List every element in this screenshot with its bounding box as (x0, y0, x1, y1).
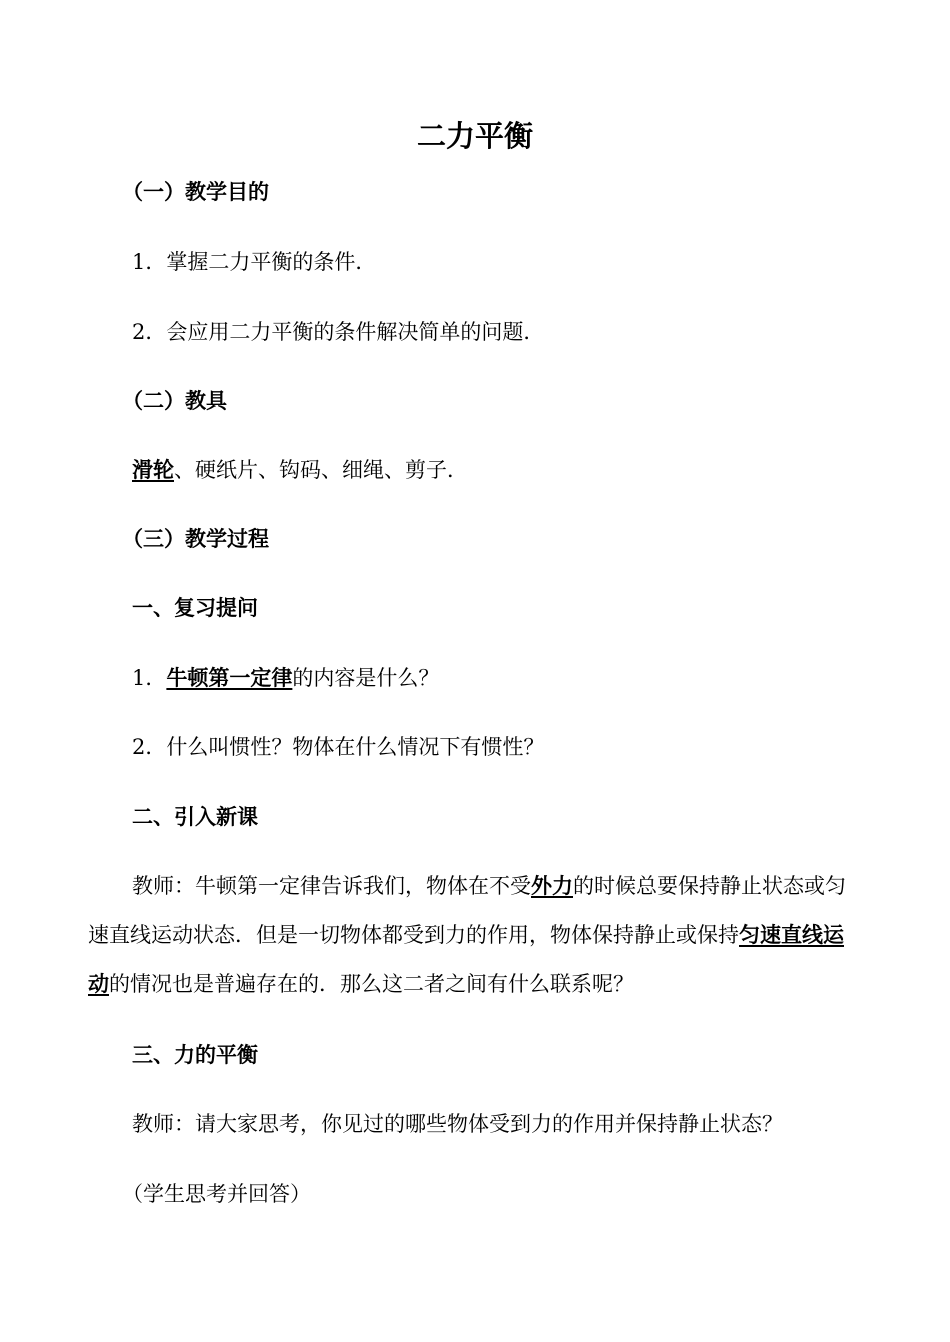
student-response-note: （学生思考并回答） (122, 1182, 311, 1206)
objective-item-2: 2．会应用二力平衡的条件解决简单的问题． (132, 320, 545, 344)
intro-paragraph (88, 862, 863, 1009)
section-heading-objectives: （一）教学目的 (122, 180, 269, 204)
objective-item-1: 1．掌握二力平衡的条件． (132, 250, 377, 274)
teaching-aids-rest: 、硬纸片、钩码、细绳、剪子． (174, 458, 468, 482)
keyword-link-newtons-first-law[interactable]: 牛顿第一定律 (166, 666, 293, 690)
intro-text-2: 的时候总要保持静止状态或匀速直线运动状态．但是一切物体都受到力的作用，物体保持静止或保持 (88, 874, 846, 947)
section-heading-process: （三）教学过程 (122, 527, 269, 551)
intro-text-3: 的情况也是普遍存在的．那么这二者之间有什么联系呢？ (109, 972, 634, 996)
question-rest: 的内容是什么？ (292, 666, 440, 690)
document-title: 二力平衡 (416, 119, 533, 153)
subheading-new-lesson: 二、引入新课 (132, 805, 258, 829)
teacher-question: 教师：请大家思考，你见过的哪些物体受到力的作用并保持静止状态？ (132, 1112, 783, 1136)
intro-text-1: 教师：牛顿第一定律告诉我们，物体在不受 (132, 874, 531, 898)
review-question-1 (132, 662, 860, 694)
subheading-force-balance: 三、力的平衡 (132, 1043, 258, 1067)
keyword-link-uniform-linear-motion[interactable]: 匀速直线运动 (88, 923, 844, 996)
question-number: 1． (132, 666, 167, 690)
keyword-link-pulley[interactable]: 滑轮 (132, 458, 174, 482)
teaching-aids-list (132, 454, 860, 486)
review-question-2: 2．什么叫惯性？物体在什么情况下有惯性？ (132, 735, 545, 759)
keyword-link-external-force[interactable]: 外力 (531, 874, 573, 898)
subheading-review: 一、复习提问 (132, 596, 258, 620)
section-heading-teaching-aids: （二）教具 (122, 389, 227, 413)
